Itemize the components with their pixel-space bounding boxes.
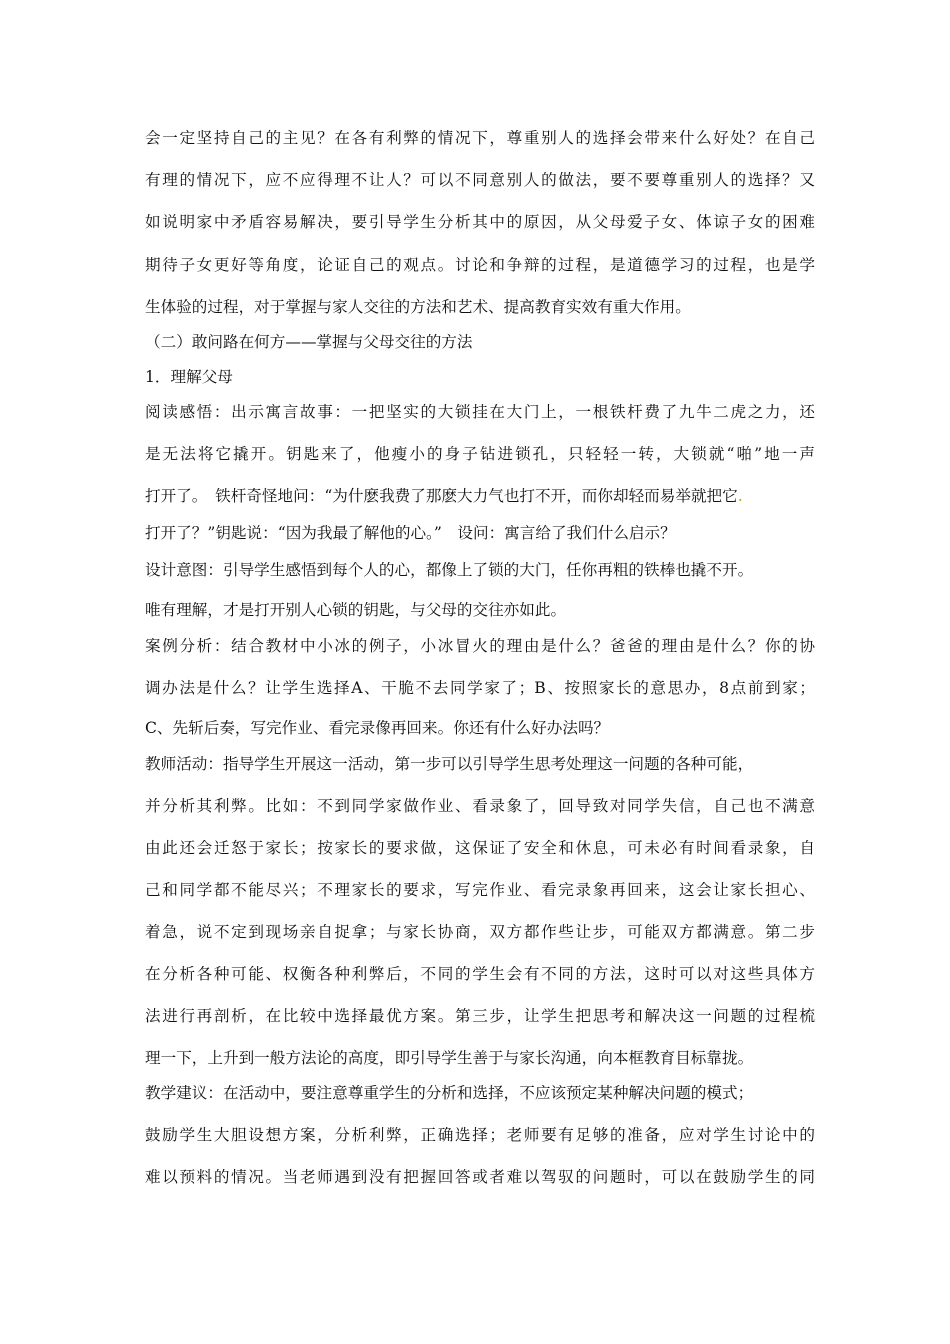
text-line: 己和同学都不能尽兴；不理家长的要求，写完作业、看完录象再回来，这会让家长担心、 — [145, 881, 815, 899]
text-line: 并分析其利弊。比如：不到同学家做作业、看录象了，回导致对同学失信，自己也不满意 — [145, 797, 815, 815]
text-line: 设计意图：引导学生感悟到每个人的心，都像上了锁的大门，任你再粗的铁棒也撬不开。 — [145, 561, 754, 579]
text-line: 理一下，上升到一般方法论的高度，即引导学生善于与家长沟通，向本框教育目标靠拢。 — [145, 1049, 754, 1067]
text-segment: 打开了。 铁杆奇怪地问：“为什麽我费了那麽大力气也打不开，而你却轻而易举就把它 — [145, 487, 738, 505]
text-line: 调办法是什么？让学生选择A、干脆不去同学家了；B、按照家长的意思办，8点前到家； — [145, 679, 815, 697]
text-line: C、先斩后奏，写完作业、看完录像再回来。你还有什么好办法吗？ — [145, 719, 610, 737]
text-line — [145, 486, 815, 506]
text-line: 着急，说不定到现场亲自捉拿；与家长协商，双方都作些让步，可能双方都满意。第二步 — [145, 923, 815, 941]
subsection-heading: 1．理解父母 — [145, 368, 233, 386]
text-line: 鼓励学生大胆设想方案，分析利弊，正确选择；老师要有足够的准备，应对学生讨论中的 — [145, 1126, 815, 1144]
section-heading: （二）敢问路在何方——掌握与父母交往的方法 — [145, 333, 473, 351]
text-line: 唯有理解，才是打开别人心锁的钥匙，与父母的交往亦如此。 — [145, 601, 567, 619]
text-line: 难以预料的情况。当老师遇到没有把握回答或者难以驾驭的问题时，可以在鼓励学生的同 — [145, 1168, 815, 1186]
text-line: 生体验的过程，对于掌握与家人交往的方法和艺术、提高教育实效有重大作用。 — [145, 298, 691, 316]
text-line: 阅读感悟：出示寓言故事：一把坚实的大锁挂在大门上，一根铁杆费了九牛二虎之力，还 — [145, 403, 815, 421]
text-line: 如说明家中矛盾容易解决，要引导学生分析其中的原因，从父母爱子女、体谅子女的困难 — [145, 213, 815, 231]
text-line: 案例分析：结合教材中小冰的例子，小冰冒火的理由是什么？爸爸的理由是什么？你的协 — [145, 637, 815, 655]
text-line: 会一定坚持自己的主见？在各有利弊的情况下，尊重别人的选择会带来什么好处？在自己 — [145, 129, 815, 147]
text-line: 是无法将它撬开。钥匙来了，他瘦小的身子钻进锁孔，只轻轻一转，大锁就“啪”地一声 — [145, 445, 815, 463]
text-line: 有理的情况下，应不应得理不让人？可以不同意别人的做法，要不要尊重别人的选择？又 — [145, 171, 815, 189]
text-line: 教师活动：指导学生开展这一活动，第一步可以引导学生思考处理这一问题的各种可能， — [145, 755, 754, 773]
highlight-mark: . — [737, 487, 743, 505]
text-line: 法进行再剖析，在比较中选择最优方案。第三步，让学生把思考和解决这一问题的过程梳 — [145, 1007, 815, 1025]
text-line: 期待子女更好等角度，论证自己的观点。讨论和争辩的过程，是道德学习的过程，也是学 — [145, 256, 815, 274]
text-line: 在分析各种可能、权衡各种利弊后，不同的学生会有不同的方法，这时可以对这些具体方 — [145, 965, 815, 983]
text-line: 由此还会迁怒于家长；按家长的要求做，这保证了安全和休息，可未必有时间看录象，自 — [145, 839, 815, 857]
text-line: 打开了？”钥匙说：“因为我最了解他的心。” 设问：寓言给了我们什么启示？ — [145, 524, 676, 542]
text-line: 教学建议：在活动中，要注意尊重学生的分析和选择，不应该预定某种解决问题的模式； — [145, 1084, 754, 1102]
